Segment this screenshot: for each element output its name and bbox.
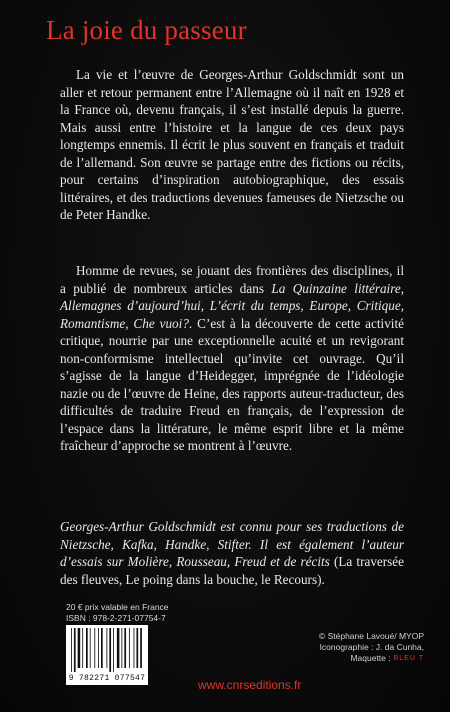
book-title: La joie du passeur xyxy=(46,15,247,45)
journal-list: La Quinzaine littéraire, Allemagnes d’aujourd’hui, L’écrit du temps, Europe, Critique, Romantisme, Che vuoi? xyxy=(60,280,404,331)
isbn-barcode xyxy=(66,625,148,685)
author-bio xyxy=(60,518,404,588)
summary-paragraph-2-text-b: . C’est à la découverte de cette activité critique, nourrie par une exceptionnelle acuité et un revigorant non-conformisme intellectuel qu’invite cet ouvrage. Qu’il s’agisse de la langue d’Heidegger, imprégnée de l’idéologie nazie ou de l’œuvre de Heine, des rapports auteur-traducteur, des difficultés de traduire Freud en français, de l’expression de l’espace dans la littérature, le même esprit libre et la même fraîcheur d’approche se montrent à l’œuvre. xyxy=(60,315,404,453)
price-label: 20 € prix valable en France xyxy=(66,602,169,612)
credits-block xyxy=(319,631,424,664)
publisher-website[interactable]: www.cnrseditions.fr xyxy=(198,678,302,692)
design-credit-label: Maquette : xyxy=(350,653,391,663)
summary-paragraph-2-text-a: Homme de revues, se jouant des frontières des disciplines, il a publié de nombreux articles dans xyxy=(60,263,404,296)
photo-credit: © Stéphane Lavoué/ MYOP xyxy=(318,631,424,641)
author-bio-text: Georges-Arthur Goldschmidt est connu pour ses traductions de Nietzsche, Kafka, Handke, Stifter. Il est également l’auteur d’essais sur Molière, Rousseau, Freud et de récits xyxy=(60,519,404,569)
summary-paragraph-2 xyxy=(60,262,404,455)
design-credit xyxy=(350,653,424,664)
author-bio-works: (La traversée des fleuves, Le poing dans la bouche, le Recours). xyxy=(60,554,405,587)
summary-paragraph-1-text: La vie et l’œuvre de Georges-Arthur Goldschmidt sont un aller et retour permanent entre l’Allemagne où il naît en 1928 et la France où, devenu français, il s’est installé depuis la guerre. Mais aussi entre l’histoire et la langue de ces deux pays longtemps ennemis. Il écrit le plus souvent en français et traduit de l’allemand. Son œuvre se partage entre des fictions ou récits, pour certains d’inspiration autobiographique, des essais littéraires, et des traductions devenues fameuses de Nietzsche ou de Peter Handke. xyxy=(60,67,404,222)
iconography-credit: Iconographie : J. da Cunha, xyxy=(319,642,424,652)
barcode-digits: 9 782271 077547 xyxy=(68,674,146,683)
barcode-bars xyxy=(66,625,148,673)
price-isbn-block xyxy=(66,602,169,624)
isbn-label: ISBN : 978-2-271-07754-7 xyxy=(66,613,166,623)
summary-paragraph-1 xyxy=(60,66,404,224)
bleu-t-logo: BLEU T xyxy=(393,655,424,662)
